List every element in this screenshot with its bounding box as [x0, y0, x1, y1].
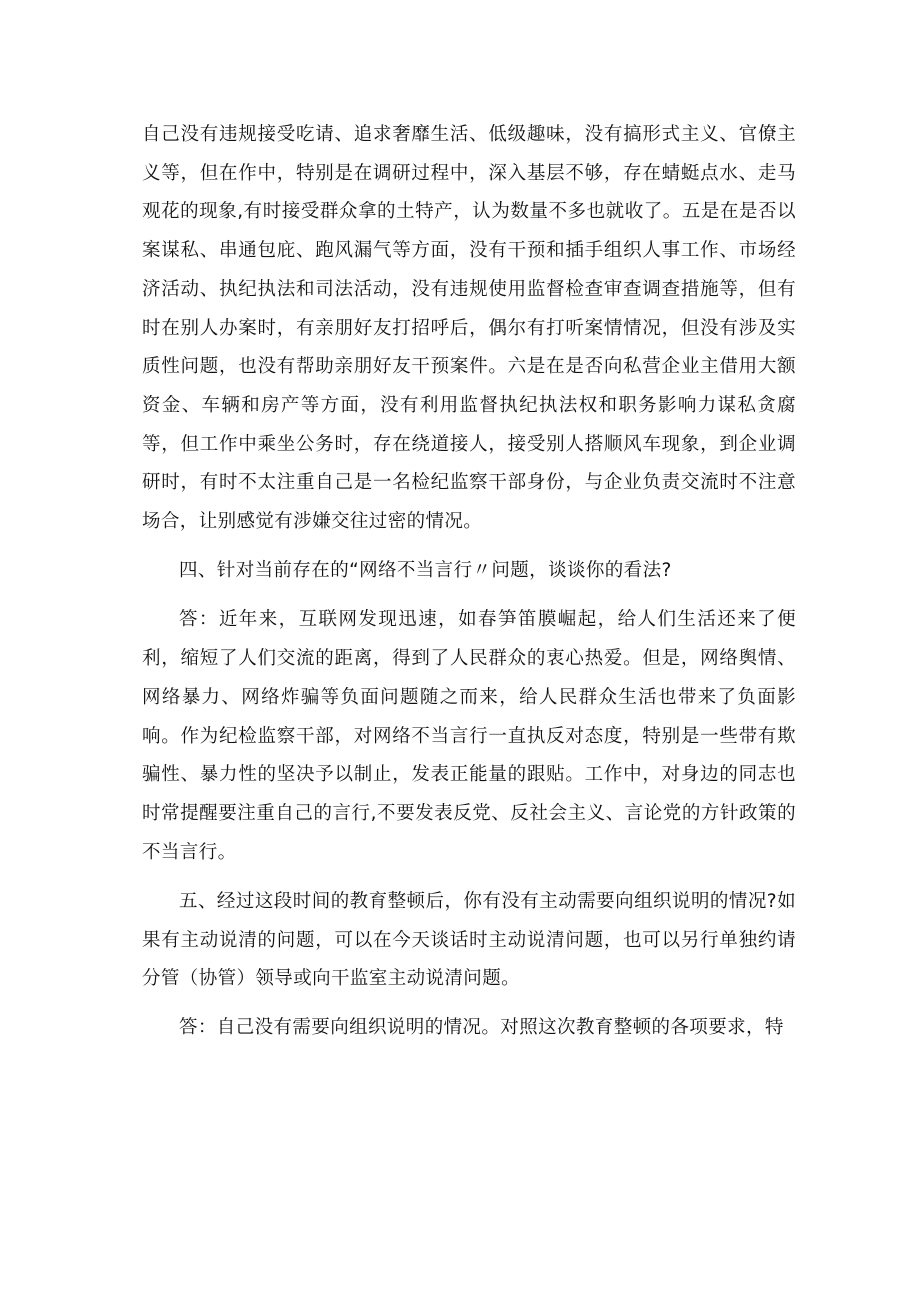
question-four: 四、针对当前存在的“网络不当言行〃问题，谈谈你的看法? — [179, 560, 672, 582]
answer-four: 答：近年来，互联网发现迅速，如春笋笛膜崛起，给人们生活还来了便利，缩短了人们交流的距离，得到了人民群众的衷心热爱。但是，网络舆情、网络暴力、网络炸骗等负面问题随之而来，给人民群众生活也带来了负面影响。作为纪检监察干部，对网络不当言行一直执反对态度，特别是一些带有欺骗性、暴力性的坚决予以制止，发表正能量的跟贴。工作中，对身边的同志也时常提醒要注重自己的言行,不要发表反党、反社会主义、言论党的方针政策的不当言行。 — [142, 609, 796, 863]
question-five: 五、经过这段时间的教育整顿后，你有没有主动需要向组织说明的情况?如果有主动说清的问题，可以在今天谈话时主动说清问题，也可以另行单独约请分管（协管）领导或向干监室主动说清问题。 — [142, 890, 796, 990]
document-body — [142, 116, 796, 1048]
paragraph-continuation: 自己没有违规接受吃请、追求奢靡生活、低级趣味，没有搞形式主义、官僚主义等，但在作中，特别是在调研过程中，深入基层不够，存在蜻蜓点水、走马观花的现象,有时接受群众拿的土特产，认为数量不多也就收了。五是在是否以案谋私、串通包庇、跑风漏气等方面，没有干预和插手组织人事工作、市场经济活动、执纪执法和司法活动，没有违规使用监督检查审查调查措施等，但有时在别人办案时，有亲朋好友打招呼后，偶尔有打听案情情况，但没有涉及实质性问题，也没有帮助亲朋好友干预案件。六是在是否向私营企业主借用大额资金、车辆和房产等方面，没有利用监督执纪执法权和职务影响力谋私贪腐等，但工作中乘坐公务时，存在绕道接人，接受别人搭顺风车现象，到企业调研时，有时不太注重自己是一名检纪监察干部身份，与企业负责交流时不注意场合，让别感觉有涉嫌交往过密的情况。 — [142, 124, 796, 533]
answer-five-start: 答：自己没有需要向组织说明的情况。对照这次教育整顿的各项要求，特 — [179, 1017, 784, 1039]
